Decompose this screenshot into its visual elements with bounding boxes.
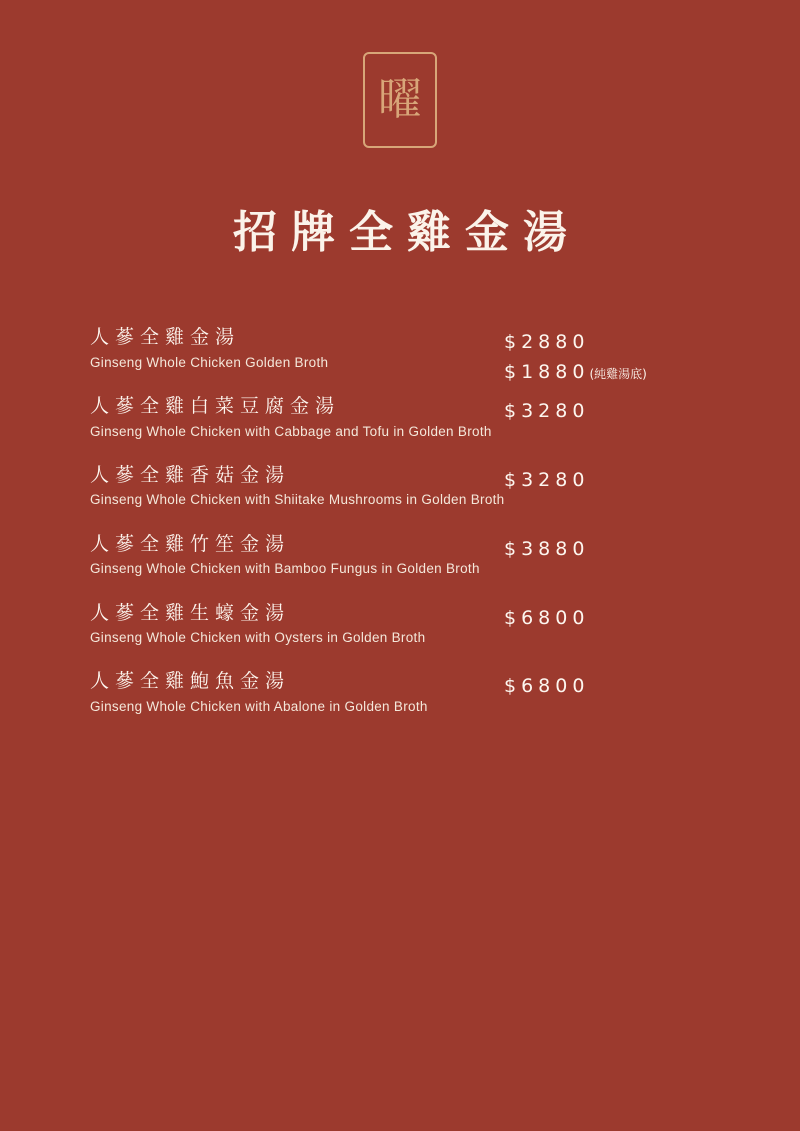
menu-item-names [90,394,492,442]
menu-item-name-zh: 人蔘全雞生蠔金湯 [90,601,291,624]
menu-item-names [90,669,428,717]
menu-item-name-zh: 人蔘全雞白菜豆腐金湯 [90,394,341,417]
menu-item-names [90,532,480,580]
menu-item-prices [504,534,754,564]
menu-item-name-zh: 人蔘全雞鮑魚金湯 [90,670,291,693]
menu-item-prices [504,671,754,701]
menu-item [90,394,762,442]
menu-item [90,532,762,580]
menu-item-names [90,601,425,649]
menu-item-name-zh: 人蔘全雞香菇金湯 [90,463,291,486]
menu-item-name-en: Ginseng Whole Chicken with Abalone in Golden Broth [90,699,428,715]
brand-logo [0,52,800,148]
menu-item [90,601,762,649]
menu-item-price: $3280 [504,399,590,422]
menu-item-price-alt: $1880 [504,361,590,384]
menu-item-price-alt-note: (純雞湯底) [589,367,647,382]
menu-item-price: $2880 [504,331,590,353]
menu-item-price: $3880 [504,537,590,560]
menu-item [90,463,762,511]
menu-item-price: $3280 [504,468,590,491]
menu-item-price-alt-line [504,357,754,387]
menu-item-names [90,325,328,373]
menu-item-prices [504,327,754,388]
menu-list [90,325,762,738]
menu-item-prices [504,465,754,495]
menu-item [90,325,762,384]
menu-item-name-zh: 人蔘全雞金湯 [90,326,241,348]
menu-item-prices [504,396,754,426]
menu-item-name-en: Ginseng Whole Chicken Golden Broth [90,354,329,370]
menu-item-price: $6800 [504,675,590,698]
menu-item-names [90,463,505,511]
menu-item-name-en: Ginseng Whole Chicken with Oysters in Golden Broth [90,630,426,646]
seal-stamp-icon [363,52,437,148]
menu-item-prices [504,603,754,633]
menu-item [90,669,762,717]
menu-item-name-en: Ginseng Whole Chicken with Bamboo Fungus in Golden Broth [90,561,480,577]
menu-item-name-en: Ginseng Whole Chicken with Cabbage and Tofu in Golden Broth [90,423,492,439]
menu-item-price: $6800 [504,606,590,629]
menu-item-name-en: Ginseng Whole Chicken with Shiitake Mushrooms in Golden Broth [90,492,505,508]
menu-item-name-zh: 人蔘全雞竹笙金湯 [90,532,291,555]
seal-glyph: 曜 [378,74,422,125]
page-title: 招牌全雞金湯 [233,207,581,258]
